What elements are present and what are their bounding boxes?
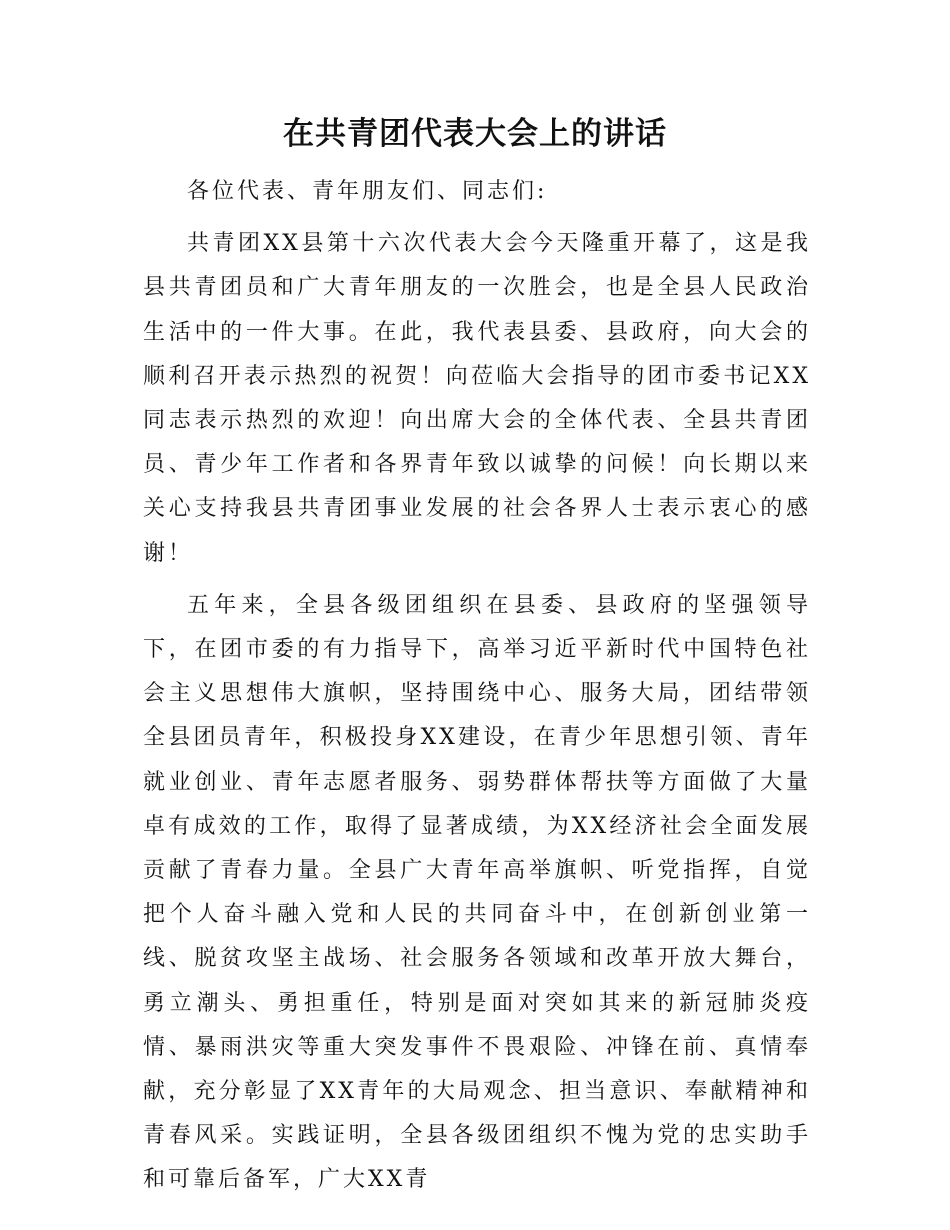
- paragraph-1: 共青团XX县第十六次代表大会今天隆重开幕了，这是我县共青团员和广大青年朋友的一次胜会，也是全县人民政治生活中的一件大事。在此，我代表县委、县政府，向大会的顺利召开表示热烈的祝贺！向莅临大会指导的团市委书记XX同志表示热烈的欢迎！向出席大会的全体代表、全县共青团员、青少年工作者和各界青年致以诚挚的问候！向长期以来关心支持我县共青团事业发展的社会各界人士表示衷心的感谢！: [143, 231, 811, 566]
- salutation: 各位代表、青年朋友们、同志们:: [187, 179, 548, 204]
- paragraph-2: 五年来，全县各级团组织在县委、县政府的坚强领导下，在团市委的有力指导下，高举习近平新时代中国特色社会主义思想伟大旗帜，坚持围绕中心、服务大局，团结带领全县团员青年，积极投身XX建设，在青少年思想引领、青年就业创业、青年志愿者服务、弱势群体帮扶等方面做了大量卓有成效的工作，取得了显著成绩，为XX经济社会全面发展贡献了青春力量。全县广大青年高举旗帜、听党指挥，自觉把个人奋斗融入党和人民的共同奋斗中，在创新创业第一线、脱贫攻坚主战场、社会服务各领域和改革开放大舞台，勇立潮头、勇担重任，特别是面对突如其来的新冠肺炎疫情、暴雨洪灾等重大突发事件不畏艰险、冲锋在前、真情奉献，充分彰显了XX青年的大局观念、担当意识、奉献精神和青春风采。实践证明，全县各级团组织不愧为党的忠实助手和可靠后备军，广大XX青: [143, 592, 811, 1193]
- document-body: [143, 170, 811, 1211]
- document-title: 在共青团代表大会上的讲话: [283, 116, 667, 152]
